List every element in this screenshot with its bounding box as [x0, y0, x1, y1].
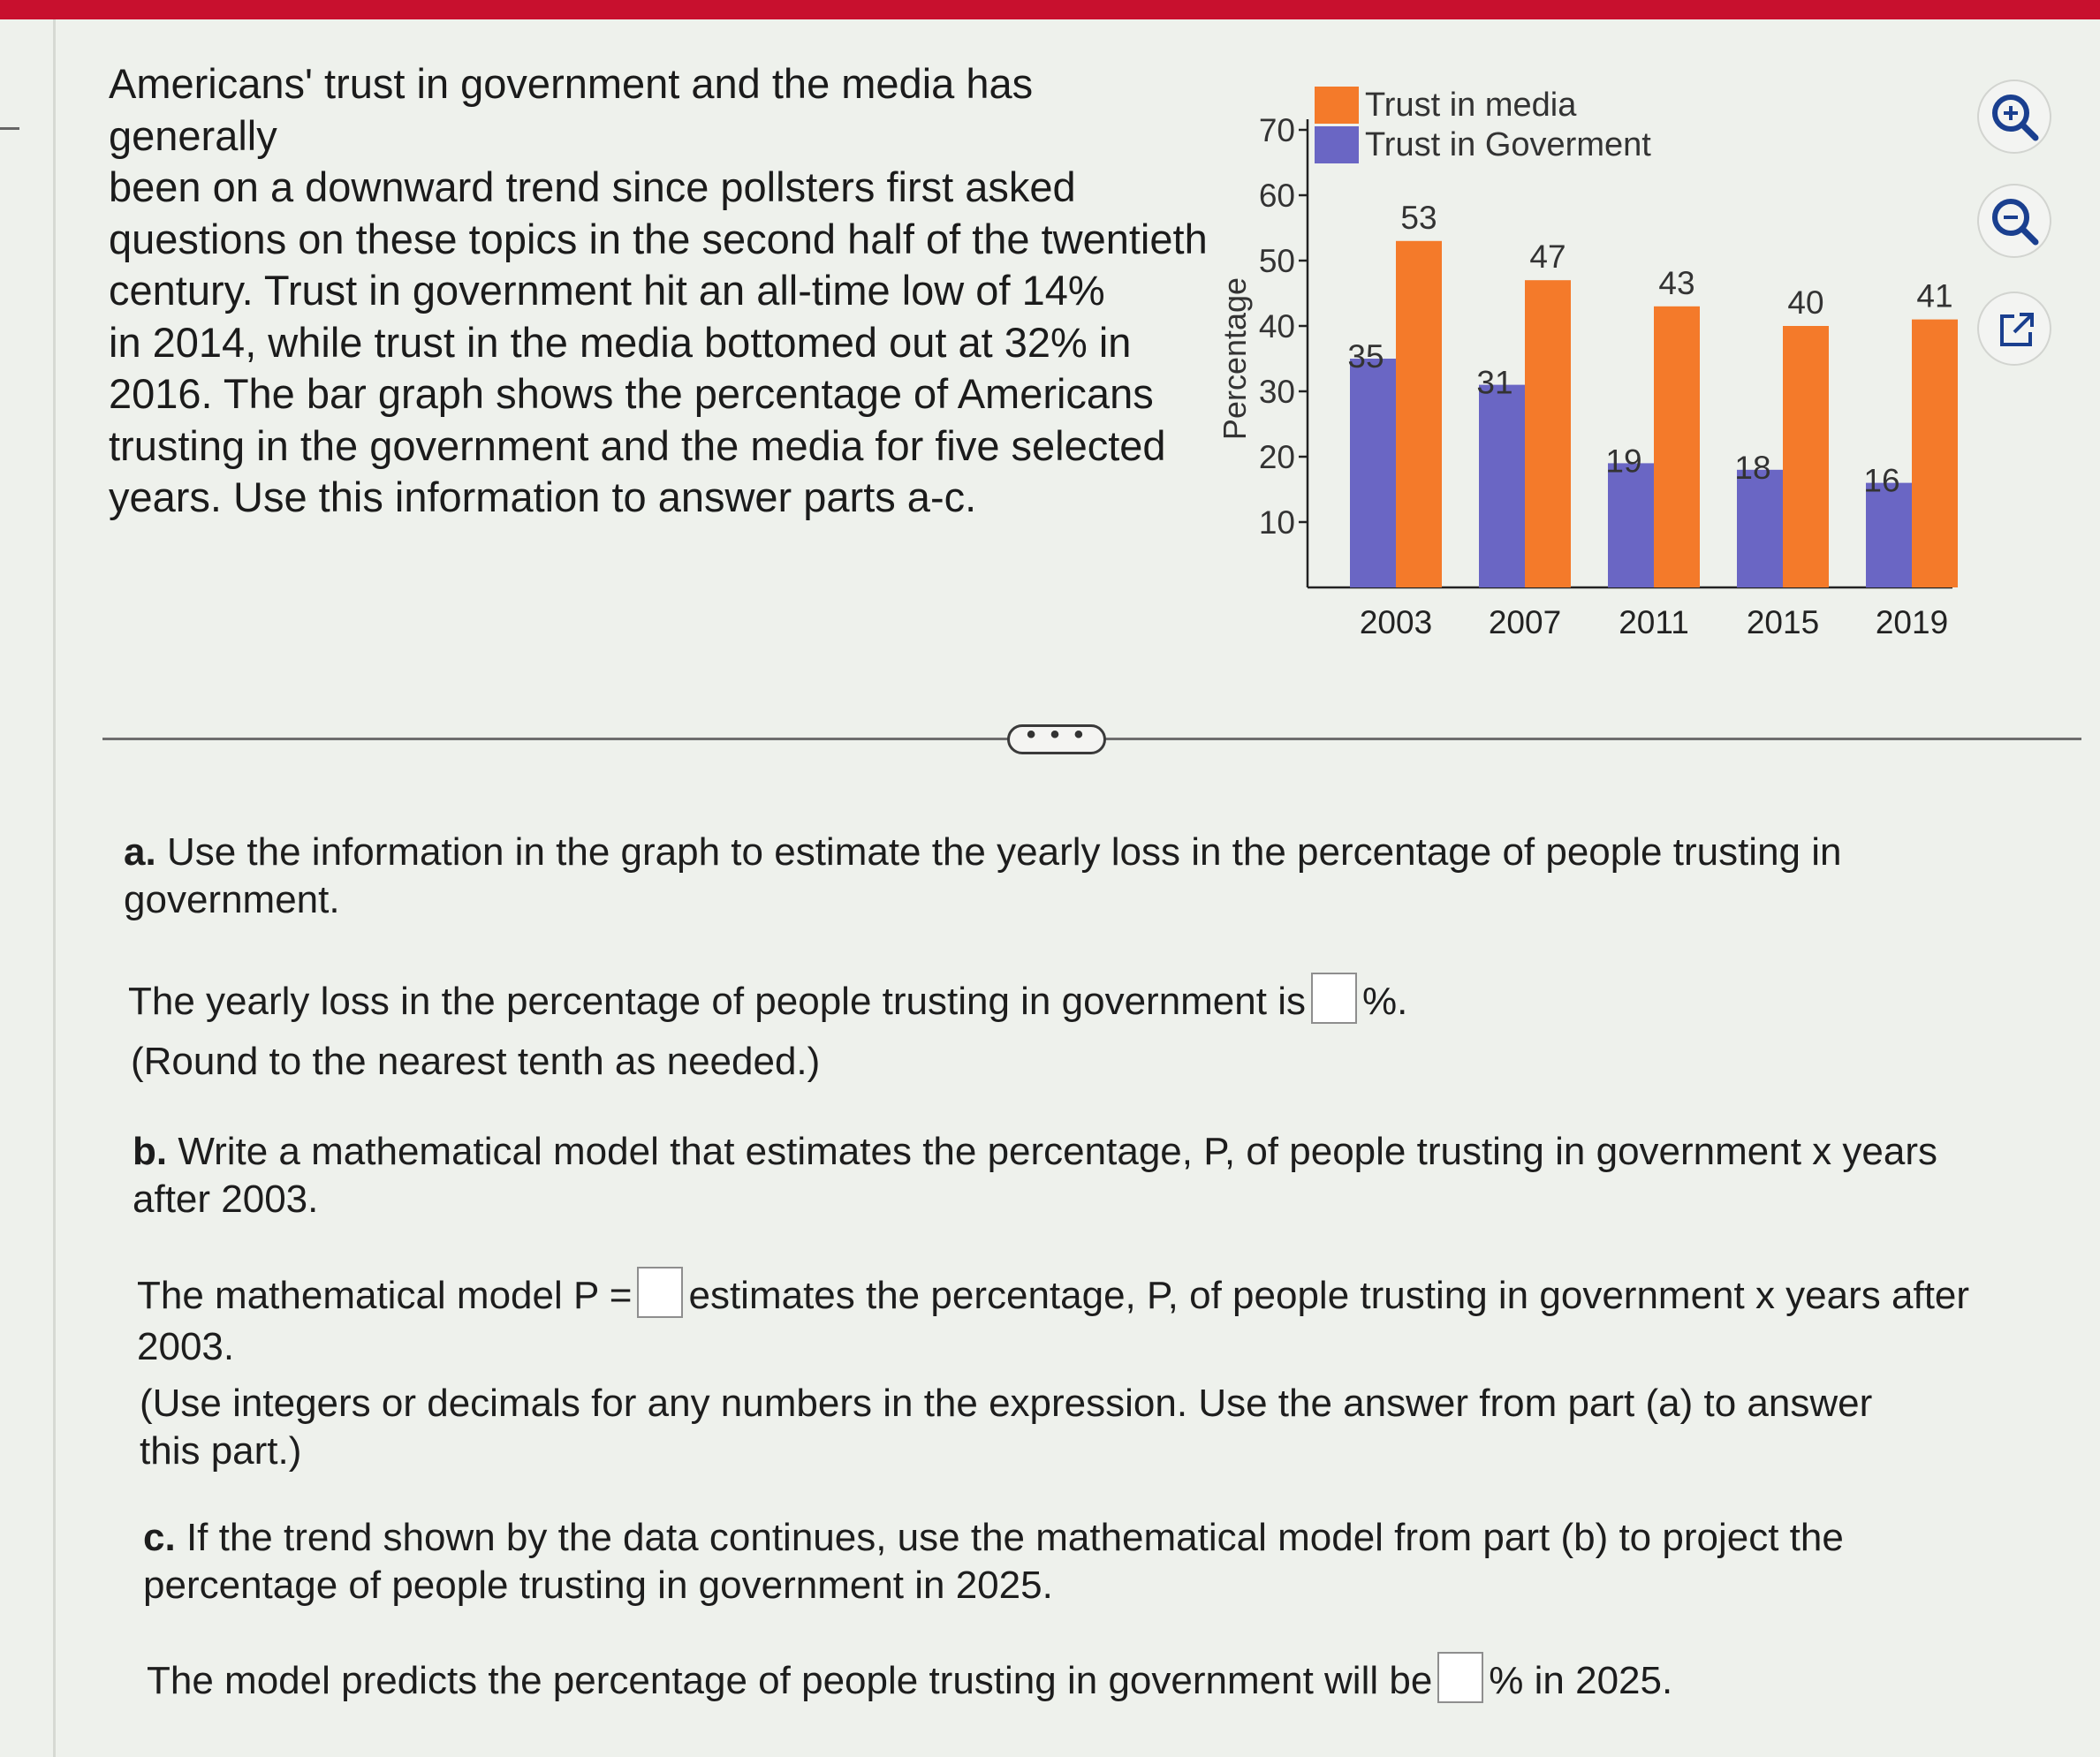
- part-b-answer-input[interactable]: [637, 1267, 683, 1318]
- data-label: 53: [1400, 199, 1437, 236]
- y-tick-label: 30: [1258, 374, 1295, 410]
- y-tick-label: 10: [1258, 504, 1295, 541]
- data-label: 31: [1476, 364, 1513, 401]
- bar-government: [1737, 470, 1783, 587]
- bar-media: [1912, 320, 1958, 587]
- x-tick-label: 2015: [1746, 604, 1820, 640]
- data-label: 16: [1863, 462, 1900, 499]
- bar-media: [1525, 280, 1571, 587]
- y-tick-label: 60: [1258, 178, 1295, 214]
- data-label: 41: [1916, 277, 1953, 314]
- part-c-question: [143, 1514, 2043, 1609]
- x-tick-label: 2003: [1359, 604, 1433, 640]
- part-b-hint-line: (Use integers or decimals for any numbers in the expression. Use the answer from part (a) to answer: [140, 1382, 1873, 1425]
- part-c-answer-line: [147, 1657, 2046, 1708]
- external-link-icon: [1979, 293, 2053, 367]
- collapse-handle[interactable]: [0, 127, 19, 130]
- part-b-answer-prompt: The mathematical model P =: [137, 1274, 633, 1317]
- part-a-hint: (Round to the nearest tenth as needed.): [131, 1040, 821, 1083]
- legend-swatch: [1315, 87, 1359, 124]
- legend-swatch: [1315, 126, 1359, 163]
- bar-chart: [1197, 71, 1975, 658]
- part-b-hint: [140, 1380, 2039, 1475]
- data-label: 19: [1605, 443, 1642, 480]
- part-b-question-text: after 2003.: [133, 1178, 319, 1221]
- intro-line: trusting in the government and the media for five selected: [109, 421, 1166, 469]
- data-label: 47: [1529, 239, 1566, 276]
- intro-paragraph: [109, 58, 1209, 524]
- y-tick-label: 50: [1258, 243, 1295, 279]
- part-c-answer-suffix: % in 2025.: [1489, 1659, 1673, 1702]
- intro-line: years. Use this information to answer parts a-c.: [109, 473, 977, 520]
- part-b-question-text: Write a mathematical model that estimates the percentage, P, of people trusting in government x years: [178, 1130, 1937, 1173]
- part-b-hint-line: this part.): [140, 1429, 302, 1473]
- bar-government: [1350, 359, 1396, 587]
- y-axis-label: Percentage: [1217, 276, 1253, 441]
- x-tick-label: 2007: [1488, 604, 1562, 640]
- y-tick-label: 40: [1258, 308, 1295, 345]
- part-a-answer-line: [128, 978, 2028, 1029]
- intro-line: century. Trust in government hit an all-time low of 14%: [109, 267, 1105, 314]
- part-c-answer-prompt: The model predicts the percentage of people trusting in government will be: [147, 1659, 1433, 1702]
- y-tick-label: 20: [1258, 439, 1295, 475]
- part-c-question-text: percentage of people trusting in government in 2025.: [143, 1564, 1053, 1607]
- zoom-out-icon: [1979, 186, 2053, 260]
- part-c-answer-input[interactable]: [1437, 1652, 1483, 1703]
- bar-government: [1608, 463, 1654, 587]
- intro-line: been on a downward trend since pollsters first asked: [109, 163, 1076, 210]
- zoom-in-icon: [1979, 81, 2053, 155]
- part-a-answer-input[interactable]: [1311, 973, 1357, 1024]
- intro-line: questions on these topics in the second half of the twentieth: [109, 215, 1208, 262]
- bar-media: [1654, 307, 1700, 587]
- part-b-question: [133, 1128, 2032, 1223]
- zoom-out-button[interactable]: [1977, 184, 2051, 258]
- zoom-in-button[interactable]: [1977, 80, 2051, 154]
- data-label: 43: [1658, 264, 1695, 301]
- bar-chart-svg: [1197, 71, 1975, 654]
- part-c-question-text: If the trend shown by the data continues, use the mathematical model from part (b) to project the: [186, 1516, 1844, 1559]
- bar-media: [1396, 241, 1442, 587]
- x-tick-label: 2011: [1619, 604, 1689, 640]
- expand-more-button[interactable]: • • •: [1007, 724, 1106, 754]
- part-b-answer-suffix-line2: 2003.: [137, 1325, 235, 1369]
- open-in-new-window-button[interactable]: [1977, 292, 2051, 366]
- part-b-letter: b.: [133, 1130, 168, 1173]
- data-label: 35: [1347, 338, 1384, 375]
- part-a-question-text: Use the information in the graph to estimate the yearly loss in the percentage of people trusting in: [166, 830, 1842, 874]
- part-b-answer-suffix: estimates the percentage, P, of people trusting in government x years after: [688, 1274, 1970, 1317]
- x-tick-label: 2019: [1875, 604, 1949, 640]
- intro-line: 2016. The bar graph shows the percentage of Americans: [109, 370, 1154, 417]
- y-tick-label: 70: [1258, 112, 1295, 148]
- data-label: 40: [1787, 284, 1824, 321]
- part-a-letter: a.: [124, 830, 156, 874]
- legend-label: Trust in Goverment: [1365, 126, 1651, 163]
- part-a-question-text: government.: [124, 878, 340, 921]
- bar-government: [1479, 385, 1525, 587]
- intro-line: Americans' trust in government and the media has generally: [109, 60, 1034, 159]
- part-a-answer-suffix: %.: [1361, 980, 1408, 1023]
- left-gutter-divider: [53, 19, 56, 1757]
- legend-label: Trust in media: [1365, 87, 1577, 124]
- part-c-letter: c.: [143, 1516, 176, 1559]
- part-b-answer-line: [137, 1272, 2063, 1371]
- top-header-bar: [0, 0, 2100, 19]
- part-a-answer-prompt: The yearly loss in the percentage of people trusting in government is: [128, 980, 1306, 1023]
- intro-line: in 2014, while trust in the media bottomed out at 32% in: [109, 318, 1132, 366]
- part-a-question: [124, 829, 2023, 924]
- bar-media: [1783, 326, 1829, 587]
- data-label: 18: [1734, 449, 1771, 486]
